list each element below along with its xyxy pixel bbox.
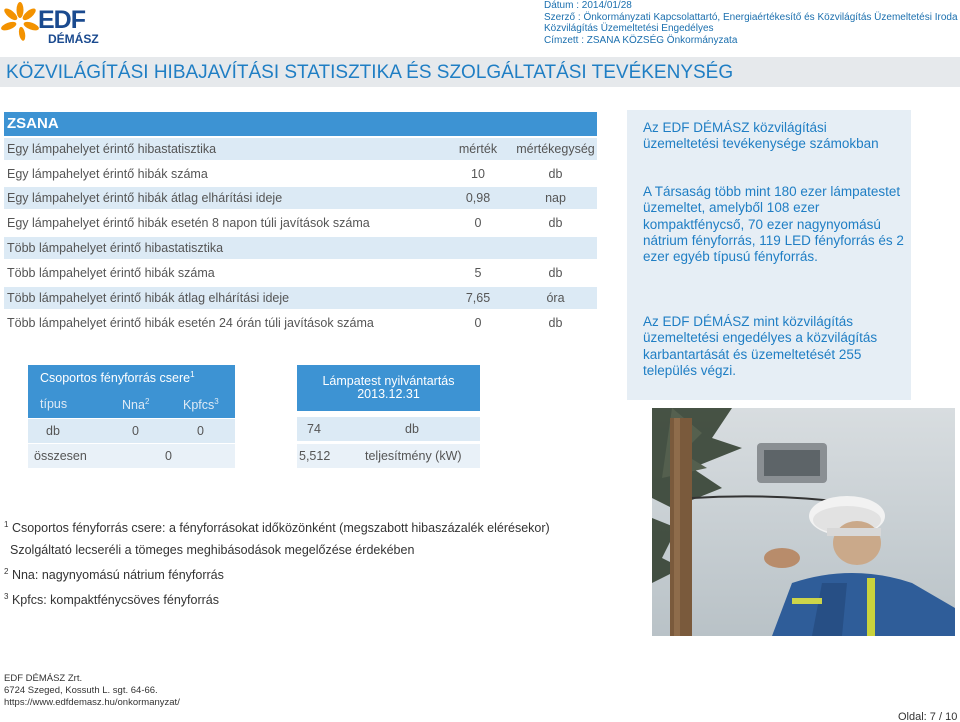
inventory-power-unit: teljesítmény (kW) (365, 449, 462, 463)
row-label: Egy lámpahelyet érintő hibák száma (7, 167, 208, 181)
col-type: típus (40, 397, 68, 411)
page-title: KÖZVILÁGÍTÁSI HIBAJAVÍTÁSI STATISZTIKA ÉS SZOLGÁLTATÁSI TEVÉKENYSÉG (6, 62, 734, 83)
row-unit: db (548, 216, 563, 230)
footnote-3: $^3$ Kpfcs: kompaktfénycsöves fényforrás (4, 592, 219, 608)
inventory-count-row (297, 417, 480, 441)
page-number: Oldal: 7 / 10 (898, 711, 958, 722)
footer-company: EDF DÉMÁSZ Zrt. (4, 673, 83, 684)
row-nna: 0 (132, 424, 139, 438)
row-kpfcs: 0 (197, 424, 204, 438)
footnote-1-continued: Szolgáltató lecseréli a tömeges meghibásodások megelőzése érdekében (10, 543, 415, 558)
lamp-group-total-row (28, 444, 235, 468)
info-paragraph-2: Az EDF DÉMÁSZ mint közvilágítás üzemeltetési engedélyes a közvilágítás karbantartását és üzemeltetését 255 település végzi. (643, 314, 878, 378)
row-unit: db (548, 167, 563, 181)
lamp-group-replacement-table (28, 365, 235, 469)
col-nna: Nna$^2$ (122, 397, 150, 413)
inventory-title: Lámpatest nyilvántartás 2013.12.31 (322, 374, 455, 401)
lamp-group-header (28, 365, 235, 418)
row-label: Egy lámpahelyet érintő hibastatisztika (7, 142, 217, 156)
maintenance-worker-photo (652, 408, 955, 636)
row-label: Egy lámpahelyet érintő hibák esetén 8 napon túli javítások száma (7, 216, 370, 230)
row-value: 7,65 (465, 291, 491, 305)
lamp-group-row (28, 419, 235, 443)
meta-licensee: Közvilágítás Üzemeltetési Engedélyes (544, 23, 714, 34)
row-label: Több lámpahelyet érintő hibák száma (7, 266, 215, 280)
info-heading: Az EDF DÉMÁSZ közvilágítási üzemeltetési tevékenysége számokban (643, 120, 879, 152)
row-label: Több lámpahelyet érintő hibák átlag elhárítási ideje (7, 291, 290, 305)
row-value: 0,98 (465, 191, 491, 205)
meta-author: Szerző : Önkormányzati Kapcsolattartó, Energiaértékesítő és Közvilágítás Üzemeltetési Iroda (544, 11, 958, 23)
inventory-header (297, 365, 480, 411)
table-row (4, 312, 597, 334)
edf-flower-icon (0, 0, 40, 50)
row-value: mérték (458, 142, 498, 156)
inventory-count-unit: db (405, 422, 419, 436)
inventory-power-row (297, 444, 480, 468)
row-unit: mértékegység (516, 142, 595, 156)
row-label: Több lámpahelyet érintő hibastatisztika (7, 241, 224, 255)
meta-date: Dátum : 2014/01/28 (544, 0, 632, 11)
info-panel (627, 110, 911, 400)
row-value: 10 (471, 167, 485, 181)
inventory-power: 5,512 (299, 449, 331, 463)
info-paragraph-1: A Társaság több mint 180 ezer lámpatestet üzemeltet, amelyből 108 ezer kompaktfénycső, 70 ezer nagynyomású nátrium fényforrás, 119 LED fényforrás és 2 ezer egyéb típusú fényforrás. (643, 184, 904, 265)
row-unit: db (548, 266, 563, 280)
row-value: 0 (474, 216, 482, 230)
inventory-count: 74 (307, 422, 321, 436)
meta-recipient: Címzett : ZSANA KÖZSÉG Önkormányzata (544, 34, 738, 46)
total-value: 0 (165, 449, 172, 463)
row-unit: nap (545, 191, 566, 205)
row-value: 5 (474, 266, 482, 280)
table-row (4, 163, 597, 185)
table-row (4, 138, 597, 160)
logo-subtext: DÉMÁSZ (48, 32, 99, 46)
row-value: 0 (474, 316, 482, 330)
table-row (4, 187, 597, 209)
total-label: összesen (34, 449, 87, 463)
row-unit: db (548, 316, 563, 330)
row-type: db (46, 424, 60, 438)
title-bar (0, 57, 960, 87)
document-meta (544, 0, 958, 46)
footnote-2: $^2$ Nna: nagynyomású nátrium fényforrás (4, 567, 224, 583)
footnote-1: $^1$ Csoportos fényforrás csere: a fényforrásokat időközönként (megszabott hibaszázalék elérésekor) (4, 520, 550, 536)
table-row (4, 287, 597, 309)
edf-logo (0, 0, 110, 50)
page-footer (4, 673, 180, 709)
logo-text: EDF (38, 6, 85, 34)
table-row (4, 212, 597, 234)
table-row (4, 237, 597, 259)
row-label: Több lámpahelyet érintő hibák esetén 24 órán túli javítások száma (7, 316, 374, 330)
table-row (4, 262, 597, 284)
row-unit: óra (546, 291, 565, 305)
luminaire-inventory-table (297, 365, 480, 469)
settlement-name: ZSANA (7, 115, 59, 132)
footer-address: 6724 Szeged, Kossuth L. sgt. 64-66. (4, 685, 158, 696)
table-heading (4, 112, 597, 136)
lamp-group-title: Csoportos fényforrás csere$^1$ (40, 370, 195, 386)
row-label: Egy lámpahelyet érintő hibák átlag elhárítási ideje (7, 191, 283, 205)
footer-url[interactable]: https://www.edfdemasz.hu/onkormanyzat/ (4, 697, 180, 708)
col-kpfcs: Kpfcs$^3$ (183, 397, 219, 413)
footnotes (4, 514, 550, 611)
